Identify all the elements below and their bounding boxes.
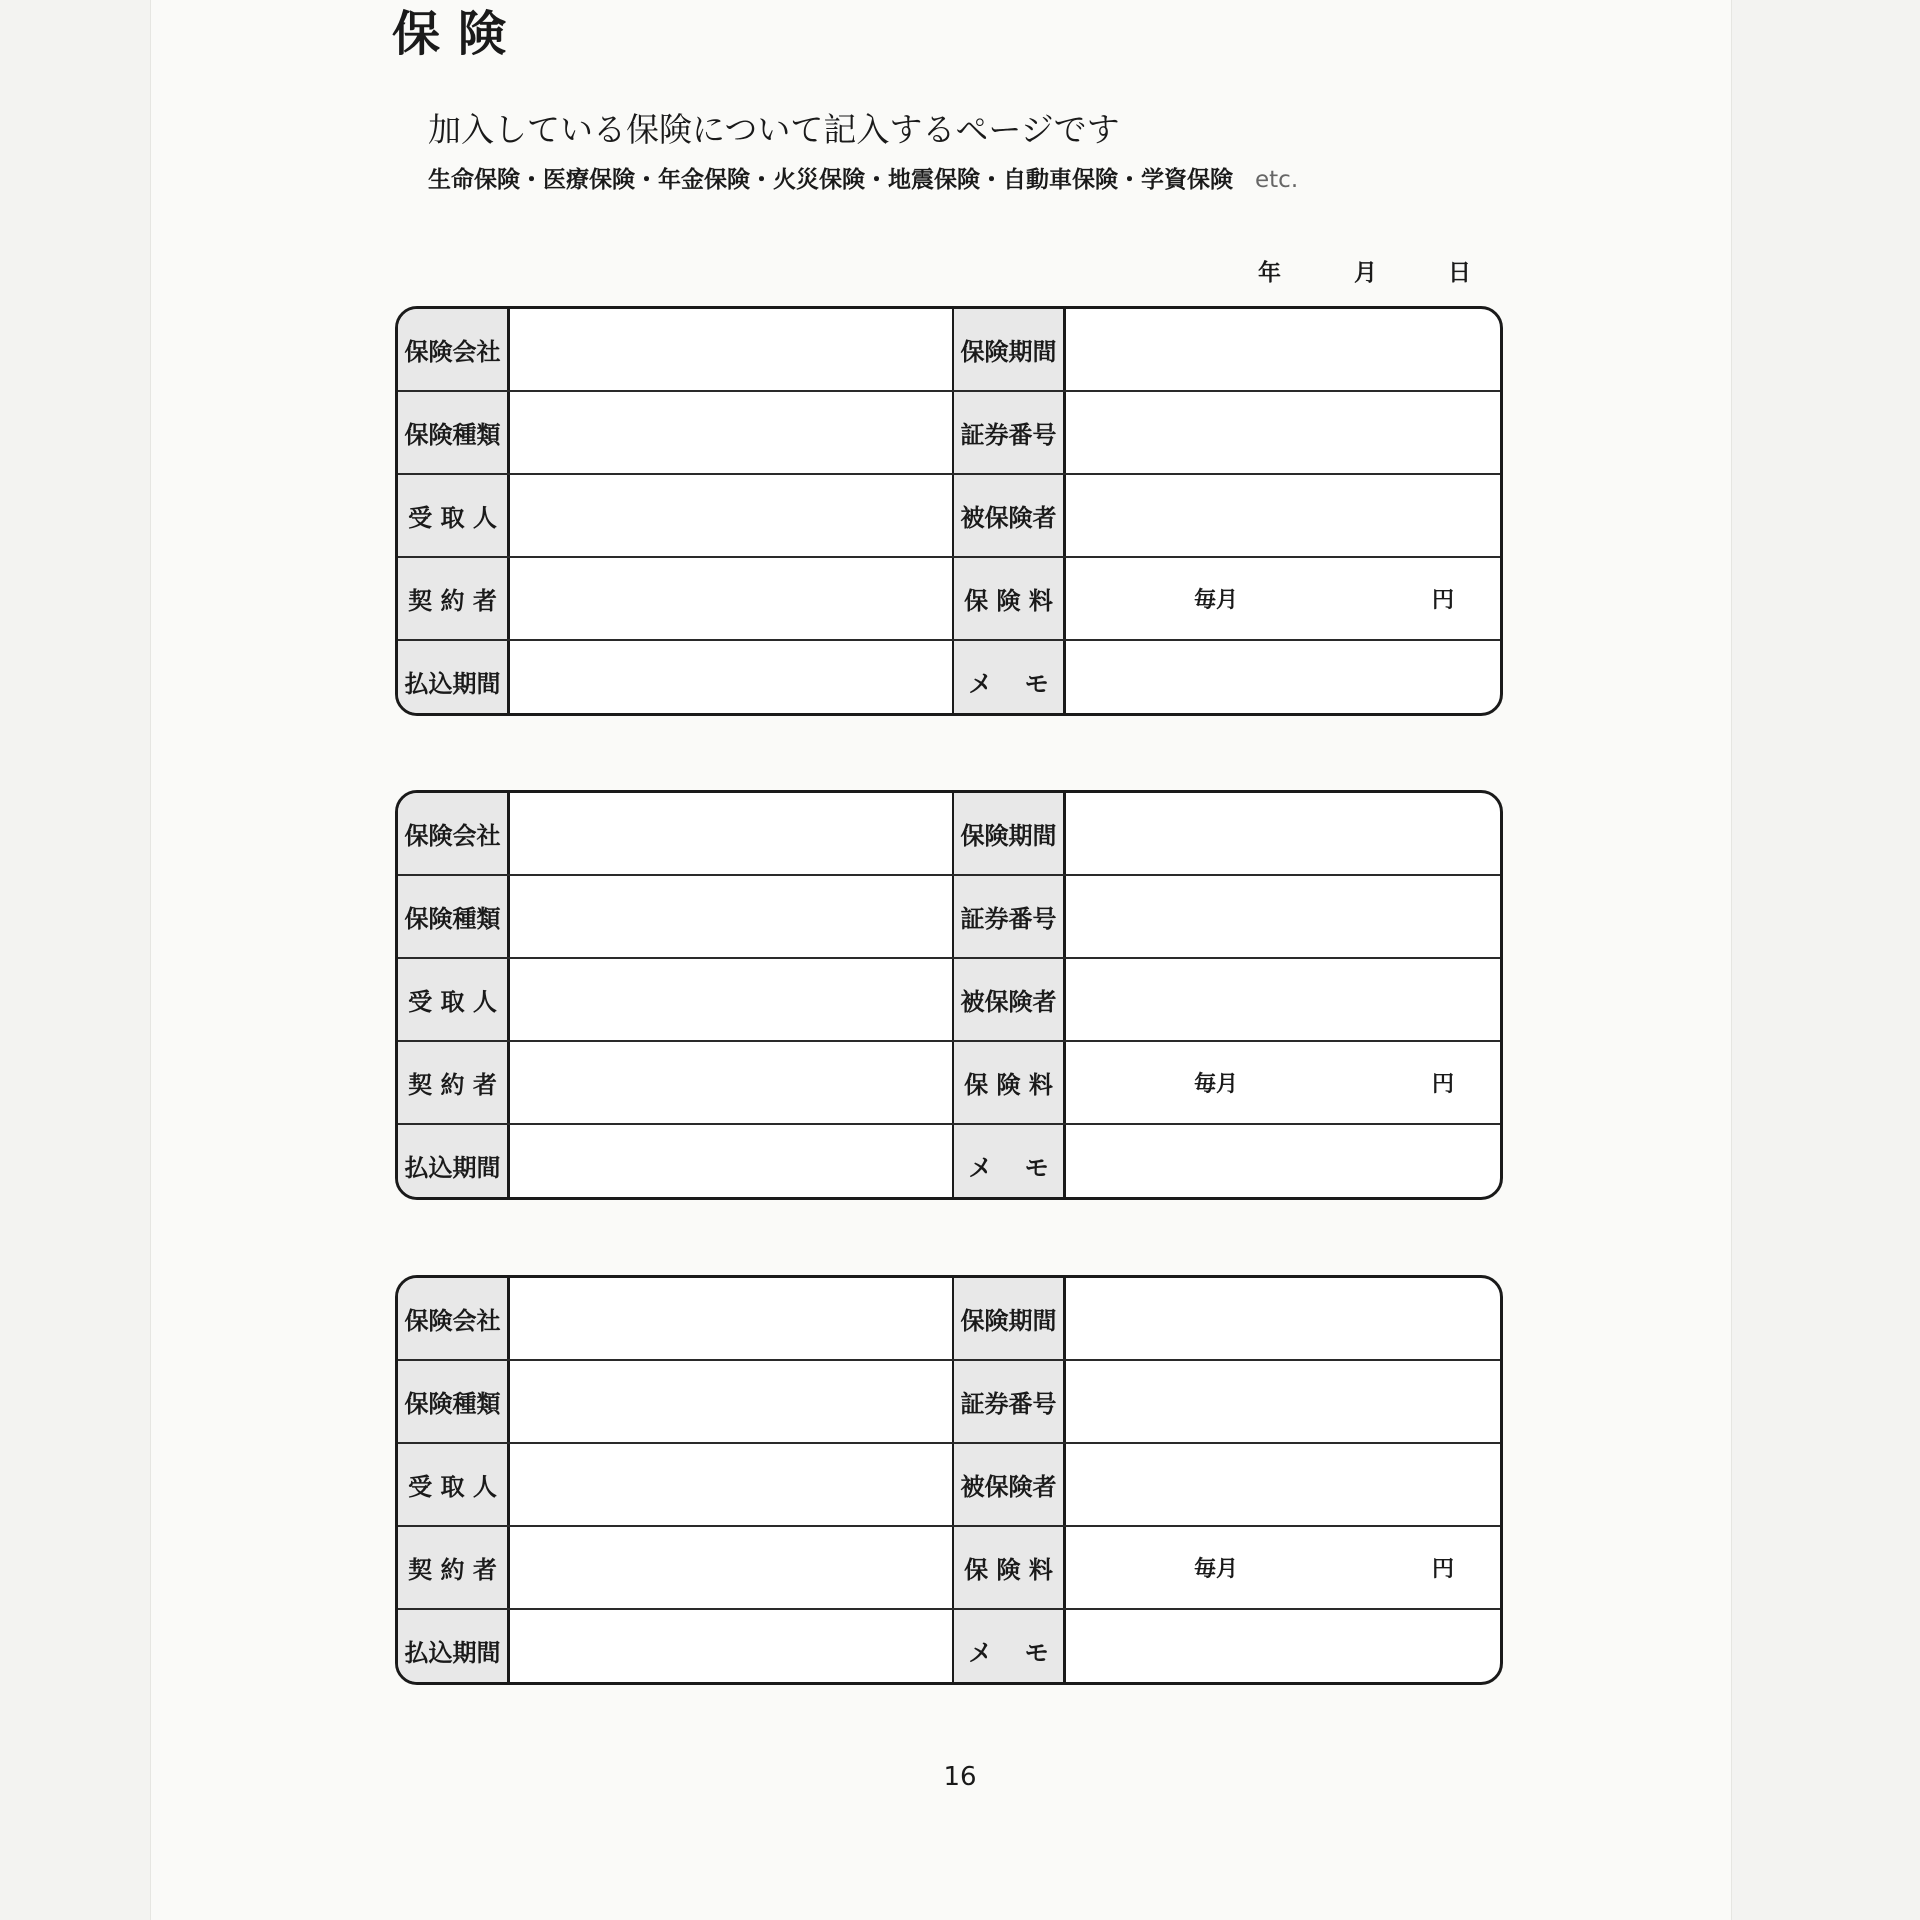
company-field[interactable]: [510, 309, 954, 390]
period-label: 保険期間: [954, 309, 1066, 390]
insured-field[interactable]: [1066, 475, 1500, 556]
type-field[interactable]: [510, 876, 954, 957]
premium-label: 保 険 料: [954, 558, 1066, 639]
contractor-field[interactable]: [510, 1527, 954, 1608]
beneficiary-field[interactable]: [510, 959, 954, 1040]
contractor-field[interactable]: [510, 1042, 954, 1123]
policy-number-label: 証券番号: [954, 876, 1066, 957]
premium-label: 保 険 料: [954, 1527, 1066, 1608]
period-field[interactable]: [1066, 1278, 1500, 1359]
record-row: [398, 1444, 1500, 1527]
memo-field[interactable]: [1066, 1125, 1500, 1200]
etc-text: etc.: [1255, 167, 1299, 193]
insurance-types-text: 生命保険・医療保険・年金保険・火災保険・地震保険・自動車保険・学資保険: [428, 167, 1233, 193]
date-month-label: 月: [1354, 260, 1377, 286]
record-row: [398, 1042, 1500, 1125]
record-row: [398, 475, 1500, 558]
type-label: 保険種類: [398, 876, 510, 957]
company-label: 保険会社: [398, 1278, 510, 1359]
contractor-label: 契 約 者: [398, 1042, 510, 1123]
contractor-field[interactable]: [510, 558, 954, 639]
record-row: [398, 1125, 1500, 1200]
record-row: [398, 309, 1500, 392]
type-label: 保険種類: [398, 392, 510, 473]
period-field[interactable]: [1066, 309, 1500, 390]
page-number: 16: [943, 1762, 977, 1792]
company-field[interactable]: [510, 793, 954, 874]
page-subtitle: 加入している保険について記入するページです: [428, 110, 1120, 149]
record-row: [398, 1527, 1500, 1610]
policy-number-label: 証券番号: [954, 1361, 1066, 1442]
insured-label: 被保険者: [954, 475, 1066, 556]
premium-label: 保 険 料: [954, 1042, 1066, 1123]
record-row: [398, 558, 1500, 641]
record-row: [398, 1361, 1500, 1444]
monthly-label: 毎月: [1194, 1072, 1239, 1097]
period-label: 保険期間: [954, 1278, 1066, 1359]
insurance-type-list: [428, 162, 1298, 198]
period-label: 保険期間: [954, 793, 1066, 874]
insurance-record-1: [395, 306, 1503, 716]
insurance-record-2: [395, 790, 1503, 1200]
beneficiary-label: 受 取 人: [398, 959, 510, 1040]
policy-number-field[interactable]: [1066, 392, 1500, 473]
memo-label: メ モ: [954, 641, 1066, 716]
page-title: 保険: [392, 6, 525, 62]
insurance-record-3: [395, 1275, 1503, 1685]
premium-field[interactable]: [1066, 1527, 1500, 1608]
memo-field[interactable]: [1066, 641, 1500, 716]
memo-label: メ モ: [954, 1610, 1066, 1685]
policy-number-field[interactable]: [1066, 876, 1500, 957]
date-year-label: 年: [1258, 260, 1281, 286]
insured-label: 被保険者: [954, 959, 1066, 1040]
beneficiary-label: 受 取 人: [398, 1444, 510, 1525]
insured-label: 被保険者: [954, 1444, 1066, 1525]
payment-period-label: 払込期間: [398, 641, 510, 716]
payment-period-field[interactable]: [510, 1610, 954, 1685]
record-row: [398, 641, 1500, 716]
beneficiary-field[interactable]: [510, 475, 954, 556]
beneficiary-field[interactable]: [510, 1444, 954, 1525]
payment-period-label: 払込期間: [398, 1610, 510, 1685]
record-row: [398, 1278, 1500, 1361]
memo-field[interactable]: [1066, 1610, 1500, 1685]
yen-label: 円: [1432, 1072, 1455, 1097]
contractor-label: 契 約 者: [398, 1527, 510, 1608]
insured-field[interactable]: [1066, 1444, 1500, 1525]
yen-label: 円: [1432, 588, 1455, 613]
policy-number-field[interactable]: [1066, 1361, 1500, 1442]
company-field[interactable]: [510, 1278, 954, 1359]
type-field[interactable]: [510, 392, 954, 473]
period-field[interactable]: [1066, 793, 1500, 874]
record-row: [398, 1610, 1500, 1685]
insured-field[interactable]: [1066, 959, 1500, 1040]
beneficiary-label: 受 取 人: [398, 475, 510, 556]
monthly-label: 毎月: [1194, 588, 1239, 613]
yen-label: 円: [1432, 1557, 1455, 1582]
record-row: [398, 959, 1500, 1042]
record-row: [398, 793, 1500, 876]
memo-label: メ モ: [954, 1125, 1066, 1200]
policy-number-label: 証券番号: [954, 392, 1066, 473]
premium-field[interactable]: [1066, 558, 1500, 639]
contractor-label: 契 約 者: [398, 558, 510, 639]
date-day-label: 日: [1448, 260, 1471, 286]
record-row: [398, 876, 1500, 959]
premium-field[interactable]: [1066, 1042, 1500, 1123]
record-row: [398, 392, 1500, 475]
payment-period-field[interactable]: [510, 1125, 954, 1200]
company-label: 保険会社: [398, 309, 510, 390]
type-field[interactable]: [510, 1361, 954, 1442]
type-label: 保険種類: [398, 1361, 510, 1442]
monthly-label: 毎月: [1194, 1557, 1239, 1582]
payment-period-label: 払込期間: [398, 1125, 510, 1200]
company-label: 保険会社: [398, 793, 510, 874]
payment-period-field[interactable]: [510, 641, 954, 716]
